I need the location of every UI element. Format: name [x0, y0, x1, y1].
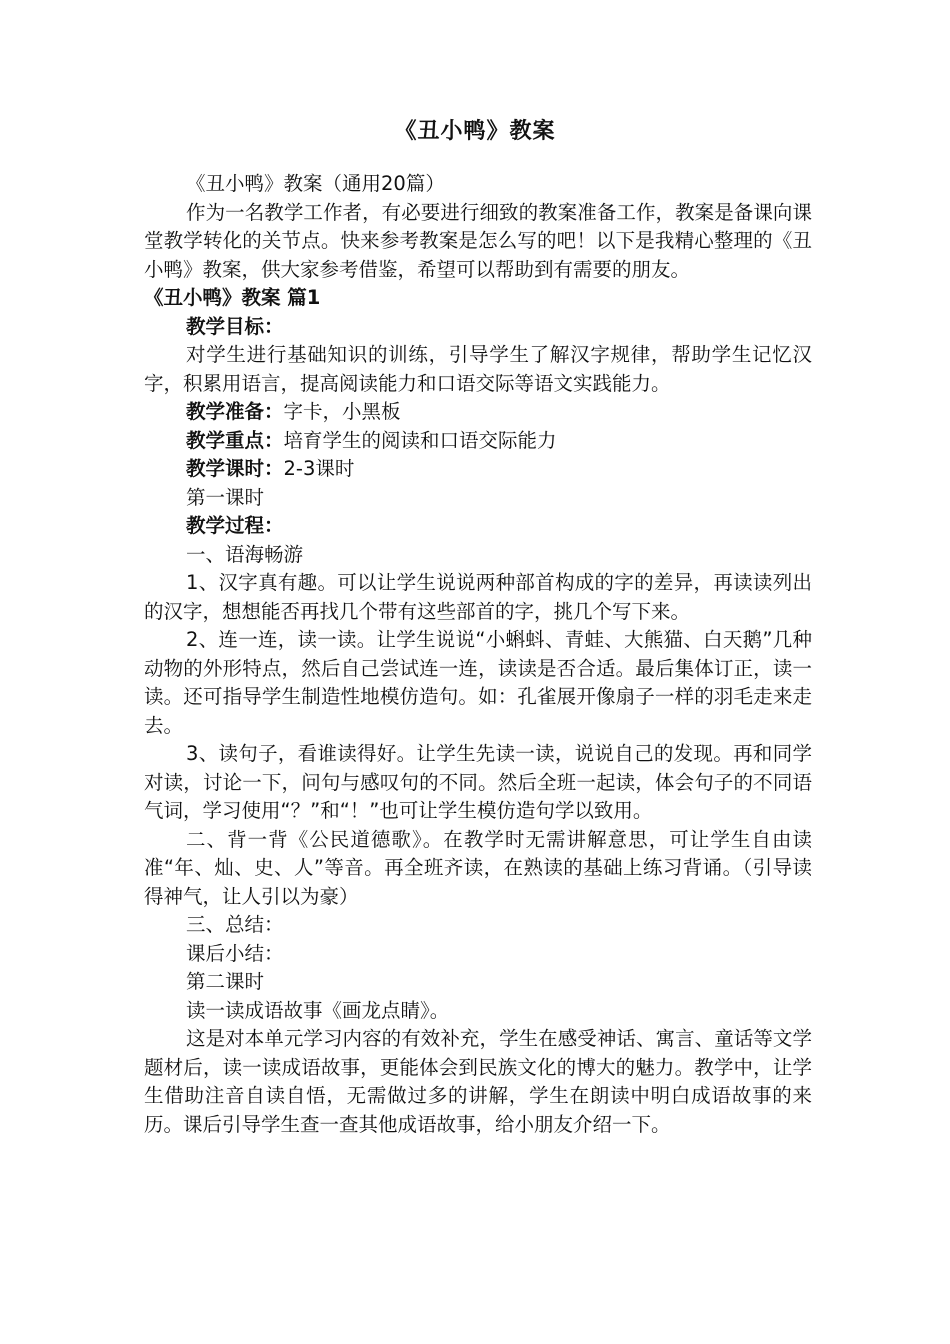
- document-body: [144, 170, 812, 1139]
- goals-text: 对学生进行基础知识的训练，引导学生了解汉字规律，帮助学生记忆汉字，积累用语言，提高阅读能力和口语交际等语文实践能力。: [144, 343, 812, 395]
- item3-paragraph: 3、读句子，看谁读得好。让学生先读一读，说说自己的发现。再和同学对读，讨论一下，问句与感叹句的不同。然后全班一起读，体会句子的不同语气词，学习使用“？”和“！”也可让学生模仿造句学以致用。: [144, 742, 812, 822]
- lesson2-heading: 第二课时: [186, 970, 265, 993]
- prep-line: [144, 398, 812, 427]
- focus-label: 教学重点：: [186, 428, 284, 452]
- prep-text: 字卡，小黑板: [283, 400, 401, 423]
- focus-line: [144, 427, 812, 456]
- story-paragraph: 这是对本单元学习内容的有效补充，学生在感受神话、寓言、童话等文学题材后，读一读成语故事，更能体会到民族文化的博大的魅力。教学中，让学生借助注音自读自悟，无需做过多的讲解，学生在朗读中明白成语故事的来历。课后引导学生查一查其他成语故事，给小朋友介绍一下。: [144, 1027, 812, 1136]
- item2-paragraph: 2、连一连，读一读。让学生说说“小蝌蚪、青蛙、大熊猫、白天鹅”几种动物的外形特点，然后自己尝试连一连，读读是否合适。最后集体订正，读一读。还可指导学生制造性地模仿造句。如：孔雀展开像扇子一样的羽毛走来走去。: [144, 628, 812, 737]
- process-label: 教学过程：: [186, 514, 284, 537]
- prep-label: 教学准备：: [186, 400, 284, 423]
- section-heading: 《丑小鸭》教案 篇1: [144, 286, 321, 309]
- part3-heading: 三、总结：: [186, 913, 284, 936]
- subtitle: 《丑小鸭》教案（通用20篇）: [186, 172, 445, 195]
- document-title: 《丑小鸭》教案: [394, 119, 556, 144]
- goals-label: 教学目标：: [186, 314, 284, 338]
- hours-text: 2-3课时: [283, 457, 355, 480]
- focus-text: 培育学生的阅读和口语交际能力: [283, 428, 557, 452]
- hours-label: 教学课时：: [186, 457, 284, 480]
- hours-line: [144, 455, 812, 484]
- item1-paragraph: 1、汉字真有趣。可以让学生说说两种部首构成的字的差异，再读读列出的汉字，想想能否再找几个带有这些部首的字，挑几个写下来。: [144, 571, 812, 623]
- story-title: 读一读成语故事《画龙点睛》。: [186, 998, 450, 1022]
- part1-heading: 一、语海畅游: [186, 542, 304, 566]
- lesson1-heading: 第一课时: [186, 485, 265, 509]
- part2-paragraph: 二、背一背《公民道德歌》。在教学时无需讲解意思，可让学生自由读准“年、灿、史、人”等音。再全班齐读，在熟读的基础上练习背诵。（引导读得神气，让人引以为豪）: [144, 827, 812, 908]
- intro-paragraph: 作为一名教学工作者，有必要进行细致的教案准备工作，教案是备课向课堂教学转化的关节点。快来参考教案是怎么写的吧！以下是我精心整理的《丑小鸭》教案，供大家参考借鉴，希望可以帮助到有需要的朋友。: [144, 200, 812, 281]
- summary-line: 课后小结：: [186, 941, 284, 965]
